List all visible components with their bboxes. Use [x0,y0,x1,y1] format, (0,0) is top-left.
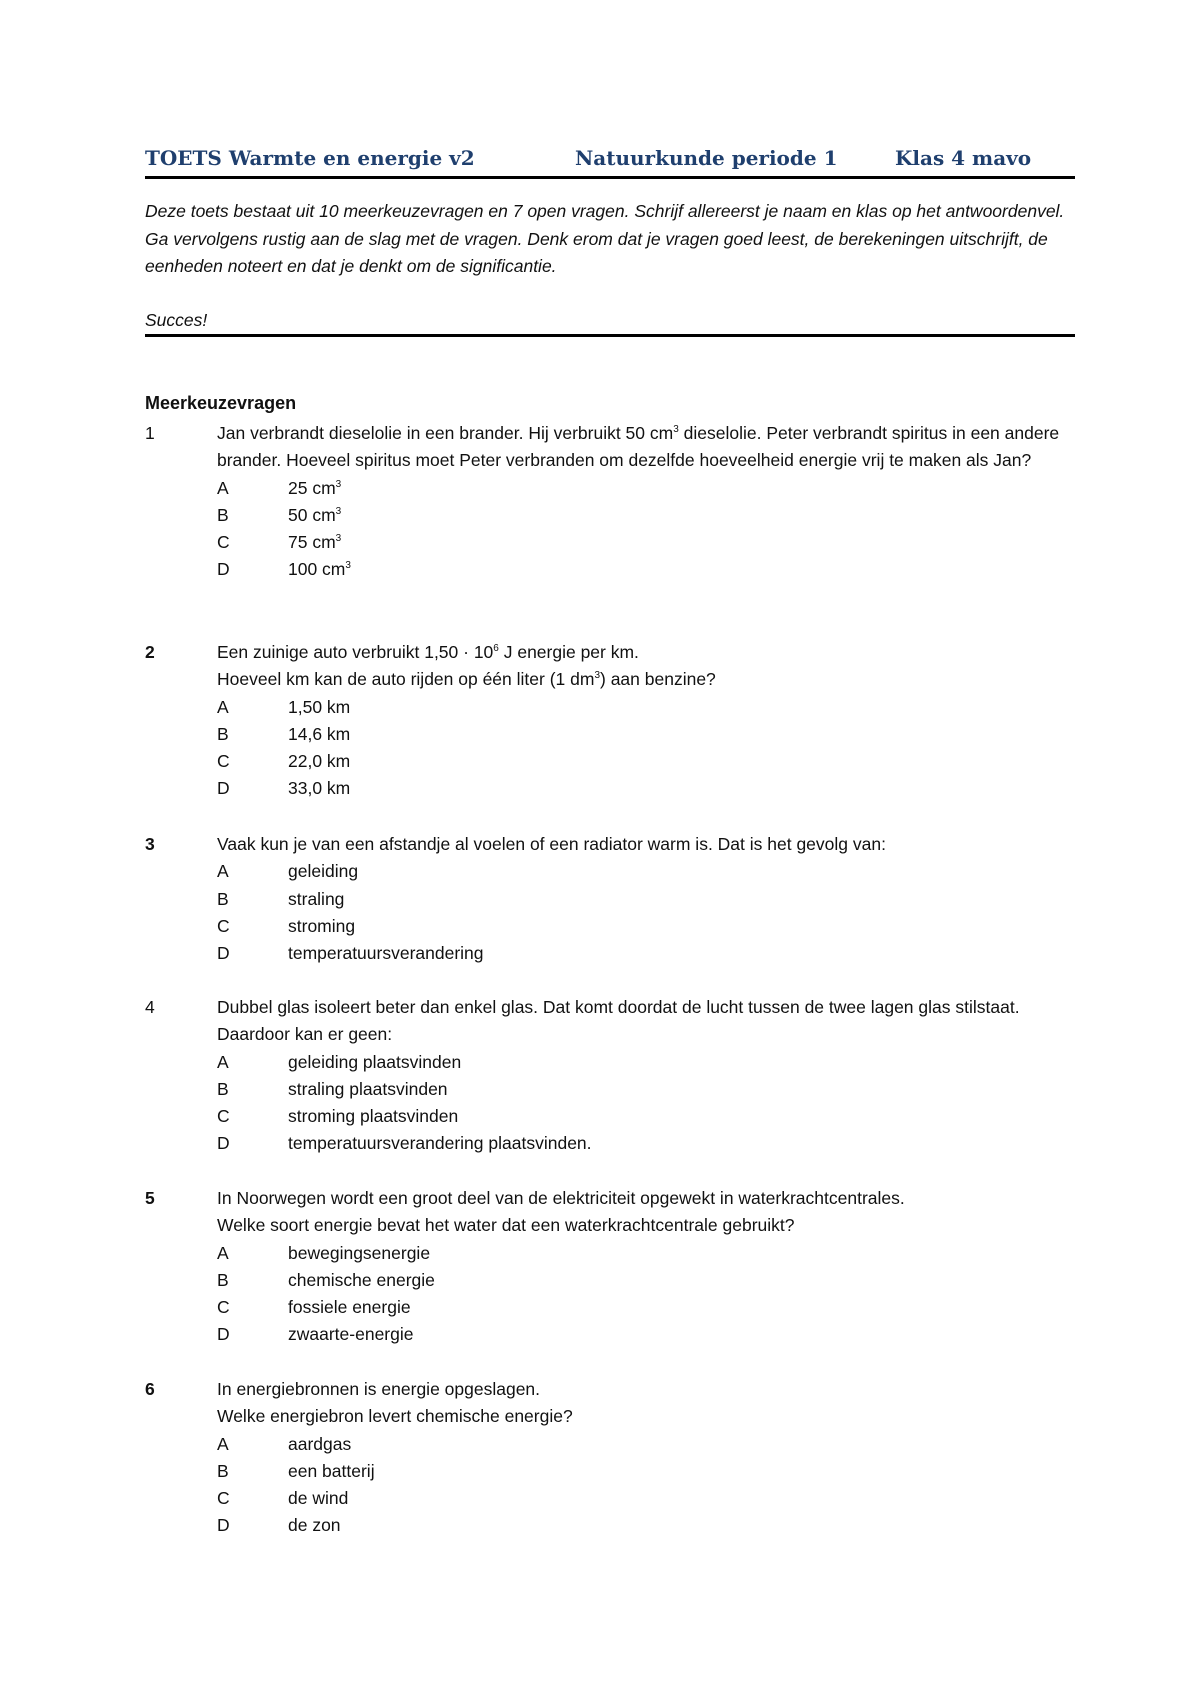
option-a: A geleiding [217,861,359,882]
question-number: 2 [145,642,155,662]
option-c: C 22,0 km [217,751,351,772]
answer-options [217,1240,1067,1349]
question-2 [145,639,1075,803]
question-text: In Noorwegen wordt een groot deel van de elektriciteit opgewekt in waterkrachtcentrales. Welke soort energie bevat het water dat een waterkrachtcentrale gebruikt? [217,1188,905,1236]
subject-period: Natuurkunde periode 1 [575,146,838,170]
document-header [145,142,1075,179]
answer-options [217,475,1067,584]
question-text: Vaak kun je van een afstandje al voelen of een radiator warm is. Dat is het gevolg van: [217,834,886,854]
option-d: D 33,0 km [217,778,351,799]
answer-options [217,1431,1067,1540]
option-c: C stroming [217,915,356,936]
option-a: A bewegingsenergie [217,1242,431,1263]
closing-text: Succes! [145,309,208,330]
answer-options [217,694,1067,803]
question-5 [145,1185,1075,1349]
class-level: Klas 4 mavo [895,146,1032,170]
option-b: B straling plaatsvinden [217,1078,448,1099]
option-d: D temperatuursverandering plaatsvinden. [217,1133,592,1154]
option-a: A 25 $cm^3$ [217,477,342,498]
answer-options [217,858,1067,967]
question-number: 3 [145,834,155,854]
question-text: In energiebronnen is energie opgeslagen. Welke energiebron levert chemische energie? [217,1379,573,1427]
question-number: 4 [145,997,155,1017]
option-c: C 75 $cm^3$ [217,532,342,553]
question-1 [145,420,1075,584]
option-d: D 100 $cm^3$ [217,559,351,580]
option-a: A geleiding plaatsvinden [217,1051,462,1072]
question-number: 5 [145,1188,155,1208]
option-b: B chemische energie [217,1269,435,1290]
answer-options [217,1049,1067,1158]
option-b: B 50 $cm^3$ [217,504,342,525]
question-number: 6 [145,1379,155,1399]
divider [145,334,1075,337]
question-4 [145,994,1075,1158]
option-b: B een batterij [217,1460,375,1481]
question-number: 1 [145,423,155,443]
option-d: D temperatuursverandering [217,943,484,964]
question-text: Dubbel glas isoleert beter dan enkel glas. Dat komt doordat de lucht tussen de twee lagen glas stilstaat. Daardoor kan er geen: [217,997,1020,1045]
option-c: C fossiele energie [217,1297,411,1318]
option-c: C de wind [217,1488,349,1509]
section-heading: Meerkeuzevragen [145,393,297,413]
option-d: D de zon [217,1515,341,1536]
question-6 [145,1376,1075,1540]
instructions-text: Deze toets bestaat uit 10 meerkeuzevragen en 7 open vragen. Schrijf allereerst je naam en klas op het antwoordenvel. Ga vervolgens rustig aan de slag met de vragen. Denk erom dat je vragen goed leest, de berekeningen uitschrijft, de eenheden noteert en dat je denkt om de significantie. [145,201,1065,276]
instructions [145,198,1065,334]
test-title: TOETS Warmte en energie v2 [145,146,475,170]
question-text: Jan verbrandt dieselolie in een brander. Hij verbruikt 50 $cm^3$ dieselolie. Peter verbrandt spiritus in een andere brander. Hoeveel spiritus moet Peter verbranden om dezelfde hoeveelheid energie vrij te maken als Jan? [217,423,1060,471]
option-a: A 1,50 km [217,696,351,717]
option-c: C stroming plaatsvinden [217,1106,459,1127]
question-3 [145,831,1075,967]
question-text: Een zuinige auto verbruikt $1,50 \cdot 10^6$ J energie per km. Hoeveel km kan de auto rijden op één liter (1 $dm^3$) aan benzine? [217,642,716,690]
option-b: B 14,6 km [217,723,351,744]
option-d: D zwaarte-energie [217,1324,414,1345]
option-a: A aardgas [217,1433,352,1454]
option-b: B straling [217,888,345,909]
